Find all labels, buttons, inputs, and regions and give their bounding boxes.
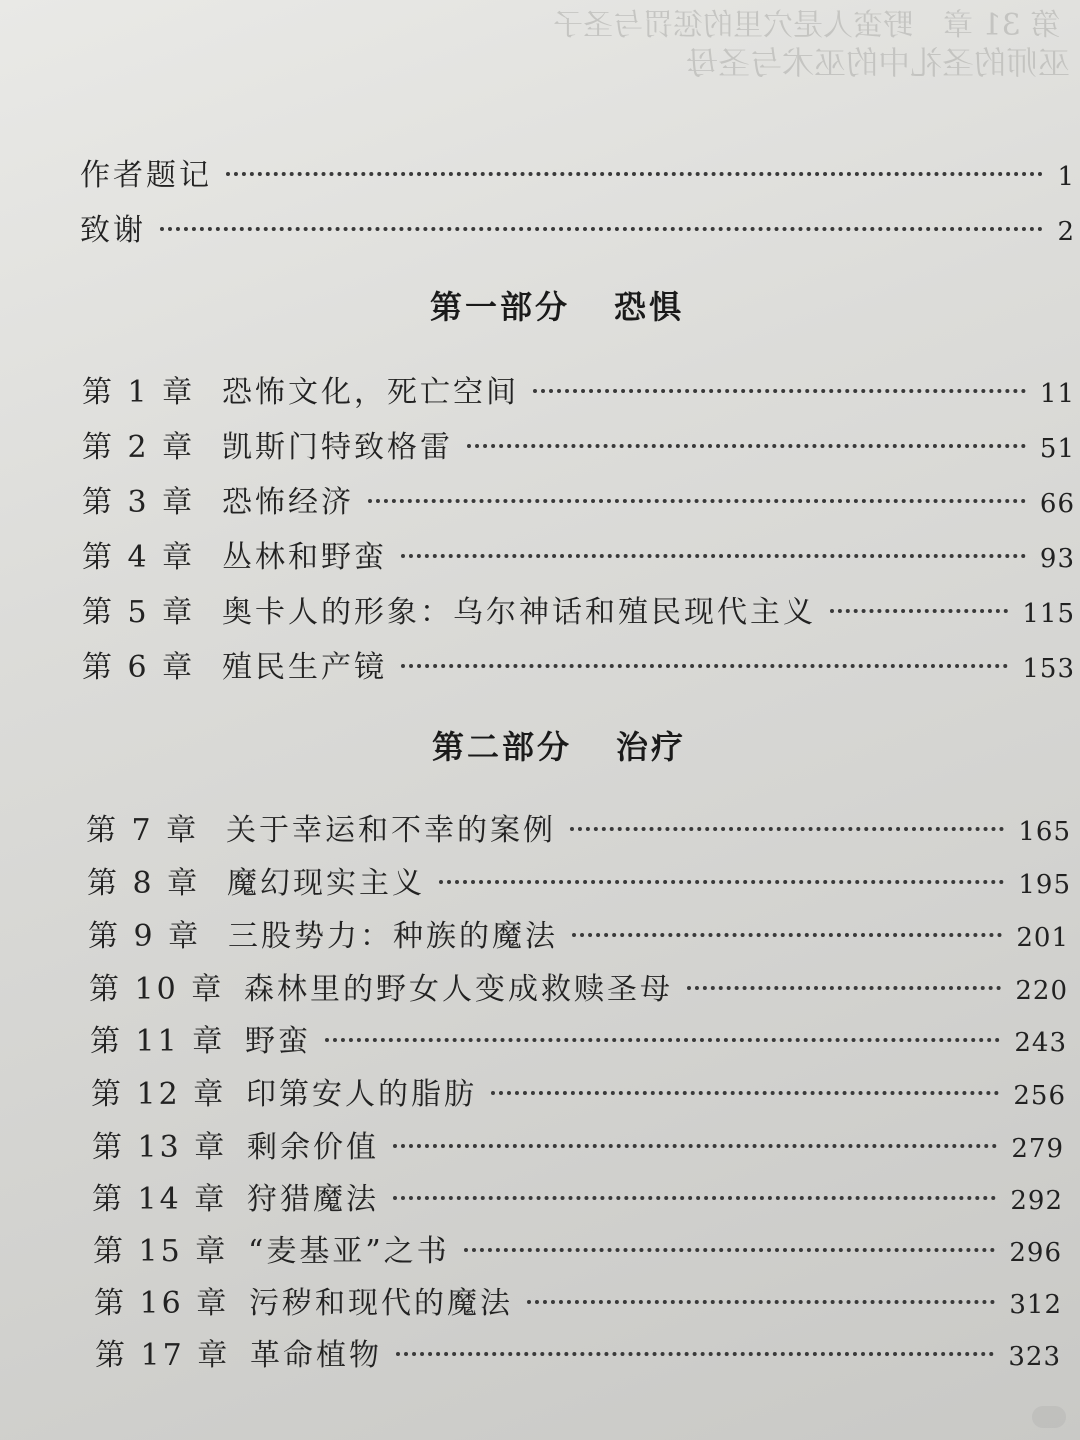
dot-leader — [393, 1144, 997, 1148]
entry-title: 凯斯门特致格雷 — [222, 430, 453, 465]
dot-leader — [527, 1300, 995, 1304]
dot-leader — [533, 389, 1026, 393]
dot-leader — [491, 1091, 999, 1095]
toc-entry — [92, 1122, 1064, 1166]
toc-entry — [87, 858, 1071, 902]
entry-title: 恐怖文化，死亡空间 — [222, 375, 519, 410]
entry-page: 195 — [1018, 870, 1071, 900]
toc-entry — [95, 1330, 1061, 1374]
entry-title: 致谢 — [80, 213, 146, 248]
entry-title: 剩余价值 — [247, 1130, 379, 1165]
chapter-number: 第 17 章 — [95, 1338, 231, 1373]
toc-entry — [80, 150, 1075, 194]
toc-entry — [92, 1174, 1063, 1218]
toc-entry — [93, 1226, 1062, 1270]
chapter-number: 第 16 章 — [94, 1286, 230, 1321]
toc-entry — [80, 205, 1075, 249]
dot-leader — [401, 664, 1008, 668]
toc-entry — [82, 532, 1075, 576]
entry-title: 恐怖经济 — [222, 485, 354, 520]
dot-leader — [226, 172, 1043, 176]
dot-leader — [830, 609, 1008, 613]
toc-entry — [82, 367, 1075, 411]
watermark-badge — [1032, 1406, 1066, 1428]
entry-page: 279 — [1011, 1134, 1064, 1164]
chapter-number: 第 2 章 — [82, 430, 196, 465]
entry-title: 作者题记 — [80, 158, 212, 193]
chapter-number: 第 10 章 — [89, 972, 225, 1007]
toc-entry — [91, 1069, 1066, 1113]
entry-title: 三股势力：种族的魔法 — [228, 919, 558, 954]
entry-page: 1 — [1057, 162, 1075, 192]
chapter-number: 第 13 章 — [92, 1130, 228, 1165]
entry-title: 狩猎魔法 — [247, 1182, 379, 1217]
chapter-number: 第 12 章 — [91, 1077, 227, 1112]
part-label: 第二部分 — [432, 728, 573, 766]
entry-page: 201 — [1016, 923, 1069, 953]
entry-page: 115 — [1022, 599, 1075, 629]
entry-page: 220 — [1015, 976, 1068, 1006]
toc-entry — [90, 1016, 1067, 1060]
toc-entry — [82, 642, 1075, 686]
entry-title: 关于幸运和不幸的案例 — [226, 813, 556, 848]
chapter-number: 第 7 章 — [86, 813, 200, 848]
entry-page: 2 — [1057, 217, 1075, 247]
entry-page: 93 — [1039, 544, 1075, 574]
chapter-number: 第 9 章 — [88, 919, 202, 954]
part-label: 第一部分 — [430, 288, 571, 326]
dot-leader — [396, 1352, 994, 1356]
entry-page: 292 — [1010, 1186, 1063, 1216]
toc-entry — [82, 477, 1075, 521]
dot-leader — [368, 499, 1026, 503]
entry-title: 奥卡人的形象：乌尔神话和殖民现代主义 — [222, 595, 816, 630]
entry-title: 革命植物 — [250, 1338, 382, 1373]
dot-leader — [160, 227, 1043, 231]
entry-title: 魔幻现实主义 — [227, 866, 425, 901]
part-name: 恐惧 — [614, 288, 685, 326]
entry-title: 丛林和野蛮 — [222, 540, 387, 575]
entry-page: 51 — [1039, 434, 1075, 464]
dot-leader — [401, 554, 1026, 558]
entry-page: 165 — [1018, 817, 1071, 847]
chapter-number: 第 5 章 — [82, 595, 196, 630]
dot-leader — [393, 1196, 996, 1200]
toc-entry — [82, 587, 1075, 631]
dot-leader — [467, 444, 1026, 448]
bleed-through-text: 巫师的圣礼中的巫术与圣母 — [685, 44, 1070, 82]
dot-leader — [570, 827, 1004, 831]
chapter-number: 第 8 章 — [87, 866, 201, 901]
dot-leader — [439, 880, 1004, 884]
entry-title: 森林里的野女人变成救赎圣母 — [244, 972, 673, 1007]
entry-page: 256 — [1013, 1081, 1066, 1111]
dot-leader — [687, 986, 1001, 990]
entry-page: 243 — [1014, 1028, 1067, 1058]
entry-page: 11 — [1039, 379, 1075, 409]
bleed-through-text: 第 31 章 野蛮人是穴里的惩罚与圣子 — [552, 8, 1060, 43]
dot-leader — [464, 1248, 996, 1252]
entry-page: 153 — [1022, 654, 1075, 684]
entry-title: 污秽和现代的魔法 — [249, 1286, 513, 1321]
toc-entry — [88, 911, 1069, 955]
dot-leader — [572, 933, 1002, 937]
toc-entry — [82, 422, 1075, 466]
entry-page: 66 — [1039, 489, 1075, 519]
chapter-number: 第 14 章 — [92, 1182, 228, 1217]
chapter-number: 第 15 章 — [93, 1234, 229, 1269]
entry-title: “麦基亚”之书 — [248, 1234, 450, 1269]
entry-title: 印第安人的脂肪 — [246, 1077, 477, 1112]
part-heading — [432, 722, 686, 768]
chapter-number: 第 11 章 — [90, 1024, 226, 1059]
chapter-number: 第 4 章 — [82, 540, 196, 575]
chapter-number: 第 1 章 — [82, 375, 196, 410]
entry-page: 323 — [1008, 1342, 1061, 1372]
chapter-number: 第 6 章 — [82, 650, 196, 685]
toc-entry — [89, 964, 1068, 1008]
entry-title: 野蛮 — [245, 1024, 311, 1059]
entry-page: 312 — [1009, 1290, 1062, 1320]
part-heading — [430, 282, 684, 328]
part-name: 治疗 — [616, 728, 687, 766]
entry-page: 296 — [1009, 1238, 1062, 1268]
entry-title: 殖民生产镜 — [222, 650, 387, 685]
toc-entry — [94, 1278, 1062, 1322]
dot-leader — [325, 1038, 1000, 1042]
toc-entry — [86, 805, 1071, 849]
chapter-number: 第 3 章 — [82, 485, 196, 520]
